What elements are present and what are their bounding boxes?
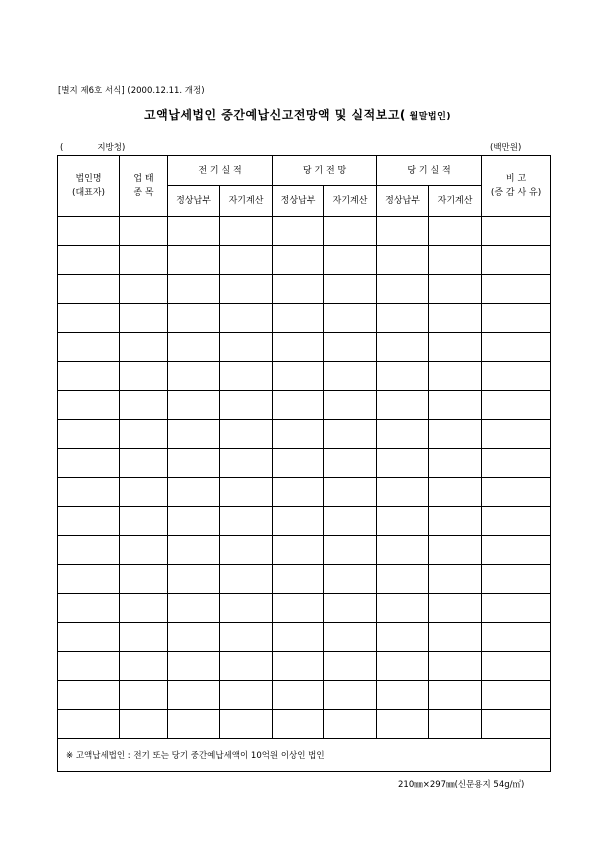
table-cell[interactable] — [220, 652, 273, 681]
table-cell[interactable] — [58, 333, 120, 362]
table-cell[interactable] — [482, 275, 551, 304]
table-row — [58, 246, 551, 275]
table-cell[interactable] — [324, 304, 377, 333]
table-cell[interactable] — [429, 710, 482, 739]
table-cell[interactable] — [482, 246, 551, 275]
table-cell[interactable] — [482, 391, 551, 420]
footnote-cell — [58, 739, 551, 772]
table-cell[interactable] — [377, 710, 429, 739]
table-cell[interactable] — [168, 275, 220, 304]
table-cell[interactable] — [120, 565, 168, 594]
table-cell[interactable] — [324, 478, 377, 507]
table-cell[interactable] — [324, 681, 377, 710]
paper-spec: 210㎜×297㎜(신문용지 54g/㎡) — [398, 780, 525, 790]
table-cell[interactable] — [220, 304, 273, 333]
table-cell[interactable] — [273, 478, 324, 507]
table-cell[interactable] — [324, 217, 377, 246]
table-cell[interactable] — [120, 420, 168, 449]
table-cell[interactable] — [482, 478, 551, 507]
table-cell[interactable] — [168, 565, 220, 594]
table-cell[interactable] — [324, 507, 377, 536]
table-cell[interactable] — [429, 391, 482, 420]
table-row — [58, 420, 551, 449]
table-cell[interactable] — [168, 710, 220, 739]
table-cell[interactable] — [273, 710, 324, 739]
table-cell[interactable] — [273, 304, 324, 333]
table-cell[interactable] — [273, 507, 324, 536]
table-cell[interactable] — [58, 507, 120, 536]
table-cell[interactable] — [273, 275, 324, 304]
table-cell[interactable] — [58, 449, 120, 478]
table-cell[interactable] — [220, 449, 273, 478]
table-cell[interactable] — [377, 391, 429, 420]
table-cell[interactable] — [168, 478, 220, 507]
table-cell[interactable] — [273, 681, 324, 710]
table-cell[interactable] — [273, 536, 324, 565]
table-cell[interactable] — [58, 536, 120, 565]
header-normal-payment: 정상납부 — [168, 186, 220, 217]
table-cell[interactable] — [377, 565, 429, 594]
table-cell[interactable] — [324, 449, 377, 478]
table-cell[interactable] — [120, 217, 168, 246]
table-cell[interactable] — [273, 449, 324, 478]
table-row — [58, 536, 551, 565]
table-cell[interactable] — [168, 333, 220, 362]
table-cell[interactable] — [429, 246, 482, 275]
form-reference: [별지 제6호 서식] (2000.12.11. 개정) — [58, 86, 205, 96]
table-cell[interactable] — [168, 507, 220, 536]
table-cell[interactable] — [168, 594, 220, 623]
table-cell[interactable] — [120, 623, 168, 652]
table-cell[interactable] — [273, 391, 324, 420]
table-cell[interactable] — [120, 478, 168, 507]
table-cell[interactable] — [482, 507, 551, 536]
table-cell[interactable] — [58, 710, 120, 739]
table-cell[interactable] — [429, 652, 482, 681]
table-cell[interactable] — [324, 391, 377, 420]
table-cell[interactable] — [482, 565, 551, 594]
table-cell[interactable] — [429, 681, 482, 710]
table-cell[interactable] — [220, 217, 273, 246]
header-remarks-reason: (증 감 사 유) — [490, 188, 542, 198]
table-cell[interactable] — [324, 594, 377, 623]
table-cell[interactable] — [58, 304, 120, 333]
header-corporation — [58, 156, 120, 217]
table-cell[interactable] — [168, 246, 220, 275]
header-self-calculation: 자기계산 — [324, 186, 377, 217]
table-cell[interactable] — [120, 536, 168, 565]
table-cell[interactable] — [168, 623, 220, 652]
table-cell[interactable] — [324, 246, 377, 275]
table-cell[interactable] — [482, 710, 551, 739]
table-cell[interactable] — [220, 478, 273, 507]
table-cell[interactable] — [429, 449, 482, 478]
table-cell[interactable] — [377, 652, 429, 681]
table-cell[interactable] — [324, 536, 377, 565]
header-business — [120, 156, 168, 217]
table-cell[interactable] — [273, 333, 324, 362]
table-row — [58, 710, 551, 739]
table-cell[interactable] — [58, 362, 120, 391]
table-cell[interactable] — [220, 710, 273, 739]
table-cell[interactable] — [429, 623, 482, 652]
table-row — [58, 391, 551, 420]
table-cell[interactable] — [168, 536, 220, 565]
table-cell[interactable] — [482, 333, 551, 362]
table-cell[interactable] — [168, 681, 220, 710]
title-sub: 월말법인) — [405, 112, 451, 122]
unit-label: (백만원) — [490, 143, 522, 153]
table-row — [58, 681, 551, 710]
table-cell[interactable] — [482, 362, 551, 391]
table-cell[interactable] — [220, 536, 273, 565]
table-cell[interactable] — [324, 652, 377, 681]
table-cell[interactable] — [377, 217, 429, 246]
table-cell[interactable] — [120, 362, 168, 391]
header-remarks — [482, 156, 551, 217]
table-cell[interactable] — [324, 362, 377, 391]
table-cell[interactable] — [168, 304, 220, 333]
table-cell[interactable] — [482, 420, 551, 449]
header-self-calculation: 자기계산 — [220, 186, 273, 217]
table-cell[interactable] — [58, 217, 120, 246]
table-cell[interactable] — [429, 362, 482, 391]
table-cell[interactable] — [220, 246, 273, 275]
table-cell[interactable] — [120, 594, 168, 623]
table-cell[interactable] — [58, 478, 120, 507]
table-row — [58, 507, 551, 536]
table-cell[interactable] — [120, 391, 168, 420]
table-cell[interactable] — [377, 536, 429, 565]
header-remarks-title: 비 고 — [505, 174, 527, 184]
table-cell[interactable] — [120, 507, 168, 536]
table-cell[interactable] — [220, 275, 273, 304]
table-cell[interactable] — [220, 565, 273, 594]
table-cell[interactable] — [324, 565, 377, 594]
table-row — [58, 275, 551, 304]
document-title — [0, 106, 595, 123]
regional-office-label — [60, 141, 125, 153]
table-cell[interactable] — [273, 565, 324, 594]
table-cell[interactable] — [58, 391, 120, 420]
office-text: 지방청) — [97, 143, 126, 153]
header-curr-actual: 당 기 실 적 — [377, 156, 482, 186]
table-cell[interactable] — [168, 652, 220, 681]
table-cell[interactable] — [58, 565, 120, 594]
footnote-text: ※ 고액납세법인 : 전기 또는 당기 중간예납세액이 10억원 이상인 법인 — [66, 751, 325, 761]
report-table — [57, 155, 551, 772]
header-normal-payment: 정상납부 — [273, 186, 324, 217]
table-row — [58, 304, 551, 333]
table-cell[interactable] — [273, 652, 324, 681]
table-cell[interactable] — [273, 362, 324, 391]
table-cell[interactable] — [429, 420, 482, 449]
table-cell[interactable] — [220, 507, 273, 536]
table-cell[interactable] — [120, 275, 168, 304]
table-cell[interactable] — [58, 275, 120, 304]
table-cell[interactable] — [220, 333, 273, 362]
table-cell[interactable] — [429, 507, 482, 536]
header-normal-payment: 정상납부 — [377, 186, 429, 217]
table-cell[interactable] — [120, 304, 168, 333]
table-cell[interactable] — [482, 652, 551, 681]
table-cell[interactable] — [58, 420, 120, 449]
table-cell[interactable] — [168, 449, 220, 478]
table-cell[interactable] — [273, 623, 324, 652]
table-cell[interactable] — [377, 304, 429, 333]
table-cell[interactable] — [168, 420, 220, 449]
table-cell[interactable] — [168, 362, 220, 391]
table-cell[interactable] — [377, 478, 429, 507]
table-cell[interactable] — [429, 217, 482, 246]
table-cell[interactable] — [429, 565, 482, 594]
header-business-type: 업 태 — [133, 174, 154, 184]
header-prev-actual: 전 기 실 적 — [168, 156, 273, 186]
table-cell[interactable] — [482, 681, 551, 710]
office-open-paren: ( — [60, 143, 64, 153]
table-cell[interactable] — [324, 333, 377, 362]
table-cell[interactable] — [273, 594, 324, 623]
table-cell[interactable] — [377, 507, 429, 536]
table-cell[interactable] — [482, 304, 551, 333]
table-cell[interactable] — [220, 594, 273, 623]
table-cell[interactable] — [220, 420, 273, 449]
header-corporation-rep: (대표자) — [71, 188, 106, 198]
table-body — [58, 217, 551, 739]
table-cell[interactable] — [58, 246, 120, 275]
table-cell[interactable] — [168, 391, 220, 420]
table-cell[interactable] — [429, 594, 482, 623]
table-cell[interactable] — [273, 217, 324, 246]
table-row — [58, 623, 551, 652]
table-cell[interactable] — [58, 594, 120, 623]
table-row — [58, 478, 551, 507]
table-cell[interactable] — [429, 536, 482, 565]
table-cell[interactable] — [168, 217, 220, 246]
header-corporation-name: 법인명 — [75, 174, 102, 184]
table-cell[interactable] — [273, 420, 324, 449]
header-curr-forecast: 당 기 전 망 — [273, 156, 377, 186]
table-cell[interactable] — [220, 362, 273, 391]
table-cell[interactable] — [58, 652, 120, 681]
table-row — [58, 652, 551, 681]
table-cell[interactable] — [482, 594, 551, 623]
table-cell[interactable] — [482, 536, 551, 565]
table-cell[interactable] — [120, 333, 168, 362]
table-cell[interactable] — [324, 710, 377, 739]
table-row — [58, 565, 551, 594]
header-self-calculation: 자기계산 — [429, 186, 482, 217]
title-main: 고액납세법인 중간예납신고전망액 및 실적보고( — [144, 108, 406, 122]
table-cell[interactable] — [377, 420, 429, 449]
table-row — [58, 449, 551, 478]
table-cell[interactable] — [220, 391, 273, 420]
table-cell[interactable] — [482, 449, 551, 478]
table-cell[interactable] — [120, 710, 168, 739]
table-row — [58, 594, 551, 623]
table-row — [58, 362, 551, 391]
table-cell[interactable] — [324, 275, 377, 304]
table-cell[interactable] — [482, 217, 551, 246]
table-cell[interactable] — [377, 623, 429, 652]
table-row — [58, 333, 551, 362]
table-cell[interactable] — [429, 275, 482, 304]
table-cell[interactable] — [58, 681, 120, 710]
table-cell[interactable] — [377, 449, 429, 478]
table-cell[interactable] — [324, 623, 377, 652]
table-cell[interactable] — [429, 333, 482, 362]
table-cell[interactable] — [482, 623, 551, 652]
table-cell[interactable] — [273, 246, 324, 275]
header-business-item: 종 목 — [133, 188, 154, 198]
table-cell[interactable] — [220, 681, 273, 710]
table-cell[interactable] — [377, 681, 429, 710]
table-cell[interactable] — [58, 623, 120, 652]
table-cell[interactable] — [377, 362, 429, 391]
table-cell[interactable] — [377, 594, 429, 623]
table-cell[interactable] — [324, 420, 377, 449]
table-cell[interactable] — [220, 623, 273, 652]
table-cell[interactable] — [120, 449, 168, 478]
table-cell[interactable] — [429, 304, 482, 333]
table-cell[interactable] — [429, 478, 482, 507]
table-cell[interactable] — [377, 246, 429, 275]
table-cell[interactable] — [377, 275, 429, 304]
table-row — [58, 217, 551, 246]
table-cell[interactable] — [120, 246, 168, 275]
table-cell[interactable] — [120, 652, 168, 681]
table-cell[interactable] — [377, 333, 429, 362]
table-cell[interactable] — [120, 681, 168, 710]
